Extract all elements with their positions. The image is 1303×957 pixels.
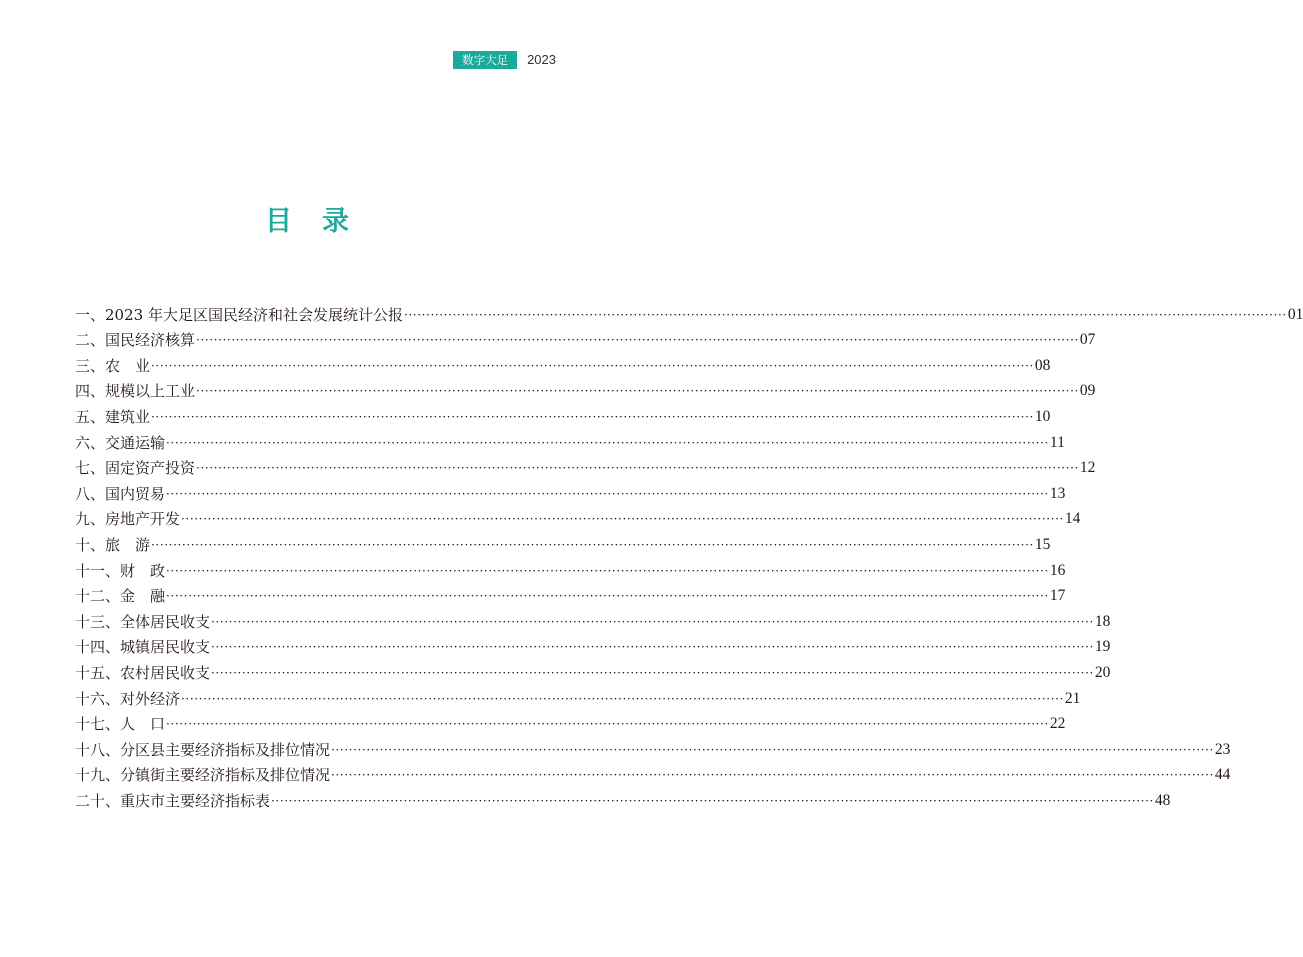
toc-entry-label: 十四、城镇居民收支: [75, 638, 211, 657]
toc-entry-page-number: 23: [1214, 740, 1231, 758]
dot-leader: ········································································································································································································: [151, 537, 1034, 552]
toc-entry-label: 十八、分区县主要经济指标及排位情况: [75, 740, 331, 759]
toc-entry-label: 八、国内贸易: [75, 484, 166, 503]
toc-entry-page-number: 44: [1214, 766, 1231, 784]
toc-entry[interactable]: [75, 427, 1065, 453]
toc-entry-label: 七、固定资产投资: [75, 459, 196, 478]
dot-leader: ········································································································································································································: [211, 665, 1094, 680]
toc-entry-label: 四、规模以上工业: [75, 382, 196, 401]
toc-entry-label: 六、交通运输: [75, 433, 166, 452]
dot-leader: ········································································································································································································: [166, 435, 1049, 450]
toc-entry[interactable]: [75, 504, 1081, 530]
toc-entry-page-number: 17: [1049, 587, 1066, 605]
toc-entry[interactable]: [75, 760, 1231, 786]
toc-entry-page-number: 01: [1287, 305, 1303, 323]
toc-entry-label: 五、建筑业: [75, 407, 151, 426]
toc-entry-label: 十九、分镇街主要经济指标及排位情况: [75, 766, 331, 785]
toc-entry[interactable]: [75, 734, 1231, 760]
toc-entry-label: 十一、财 政: [75, 561, 166, 580]
toc-entry[interactable]: [75, 709, 1066, 735]
table-of-contents: [75, 299, 1303, 811]
toc-entry-label: 二、国民经济核算: [75, 331, 196, 350]
toc-entry-label: 三、农 业: [75, 356, 151, 375]
toc-entry-page-number: 14: [1064, 510, 1081, 528]
page-title: 目录: [265, 206, 379, 237]
dot-leader: ········································································································································································································: [211, 640, 1094, 655]
dot-leader: ········································································································································································································: [181, 691, 1064, 706]
toc-entry-page-number: 15: [1034, 535, 1051, 553]
dot-leader: ········································································································································································································: [211, 614, 1094, 629]
page-header: [453, 51, 556, 69]
toc-entry[interactable]: [75, 529, 1051, 555]
toc-entry-page-number: 19: [1094, 638, 1111, 656]
toc-entry[interactable]: [75, 401, 1051, 427]
toc-entry-label: 十六、对外经济: [75, 689, 181, 708]
toc-entry[interactable]: [75, 785, 1171, 811]
dot-leader: ········································································································································································································: [196, 384, 1079, 399]
toc-entry-label: 九、房地产开发: [75, 510, 181, 529]
toc-entry-page-number: 12: [1079, 459, 1096, 477]
toc-entry-page-number: 21: [1064, 689, 1081, 707]
dot-leader: ········································································································································································································: [271, 793, 1154, 808]
toc-entry[interactable]: [75, 350, 1051, 376]
dot-leader: ········································································································································································································: [196, 333, 1079, 348]
toc-entry[interactable]: [75, 478, 1066, 504]
toc-entry-label: 二十、重庆市主要经济指标表: [75, 791, 271, 810]
toc-entry[interactable]: [75, 657, 1111, 683]
toc-entry-page-number: 18: [1094, 612, 1111, 630]
dot-leader: ········································································································································································································: [166, 589, 1049, 604]
toc-entry[interactable]: [75, 683, 1081, 709]
dot-leader: ········································································································································································································: [331, 742, 1214, 757]
toc-entry[interactable]: [75, 453, 1096, 479]
toc-entry[interactable]: [75, 299, 1303, 325]
toc-entry-label: 十七、人 口: [75, 715, 166, 734]
toc-entry[interactable]: [75, 376, 1096, 402]
toc-entry-page-number: 08: [1034, 356, 1051, 374]
toc-entry[interactable]: [75, 632, 1111, 658]
toc-entry-label: 十、旅 游: [75, 535, 151, 554]
toc-entry-page-number: 20: [1094, 663, 1111, 681]
dot-leader: ········································································································································································································: [151, 358, 1034, 373]
dot-leader: ········································································································································································································: [166, 717, 1049, 732]
toc-entry-label: 十三、全体居民收支: [75, 612, 211, 631]
toc-entry-page-number: 07: [1079, 331, 1096, 349]
toc-entry-page-number: 16: [1049, 561, 1066, 579]
year-label: 2023: [527, 52, 556, 67]
toc-entry-page-number: 10: [1034, 407, 1051, 425]
dot-leader: ········································································································································································································: [196, 461, 1079, 476]
dot-leader: ········································································································································································································: [151, 409, 1034, 424]
toc-entry-label: 一、2023 年大足区国民经济和社会发展统计公报: [75, 305, 403, 324]
toc-entry[interactable]: [75, 581, 1066, 607]
dot-leader: ········································································································································································································: [331, 768, 1214, 783]
dot-leader: ········································································································································································································: [181, 512, 1064, 527]
toc-entry[interactable]: [75, 555, 1066, 581]
dot-leader: ········································································································································································································: [403, 307, 1287, 322]
toc-entry-label: 十二、金 融: [75, 587, 166, 606]
toc-entry[interactable]: [75, 606, 1111, 632]
toc-entry[interactable]: [75, 325, 1096, 351]
toc-entry-page-number: 13: [1049, 484, 1066, 502]
toc-entry-label: 十五、农村居民收支: [75, 663, 211, 682]
toc-entry-page-number: 11: [1049, 433, 1065, 451]
brand-badge: 数字大足: [453, 51, 517, 69]
dot-leader: ········································································································································································································: [166, 486, 1049, 501]
toc-entry-page-number: 22: [1049, 715, 1066, 733]
toc-entry-page-number: 09: [1079, 382, 1096, 400]
dot-leader: ········································································································································································································: [166, 563, 1049, 578]
toc-entry-page-number: 48: [1154, 791, 1171, 809]
